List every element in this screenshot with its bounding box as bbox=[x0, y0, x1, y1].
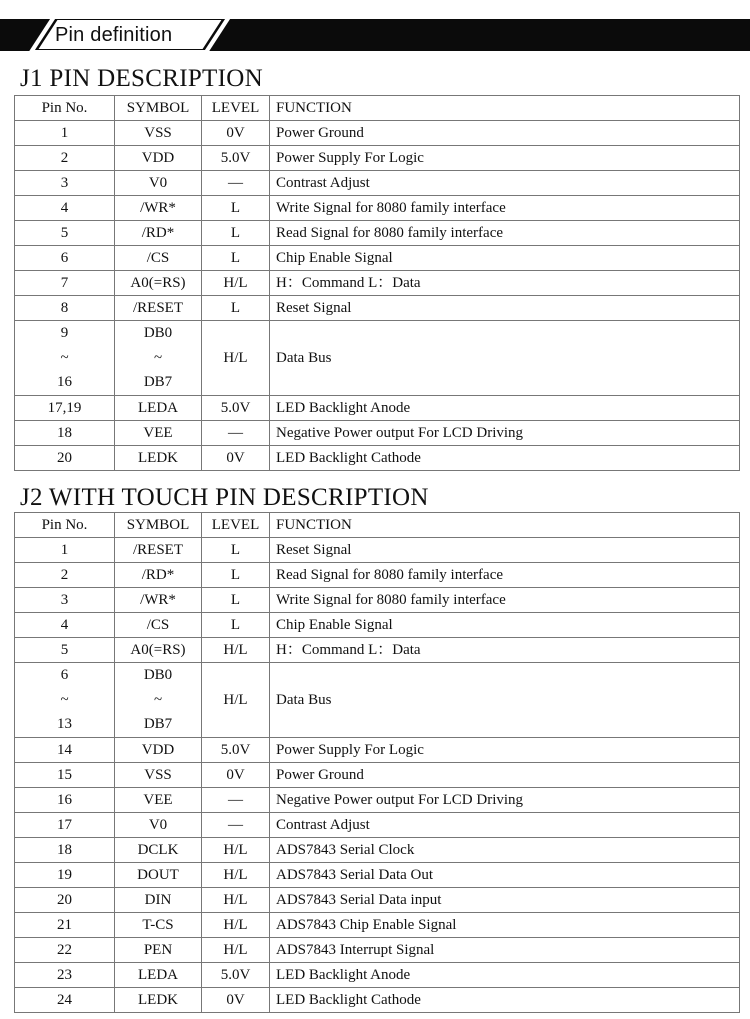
pin-number-cell: 19 bbox=[15, 862, 115, 887]
symbol-range-end: DB7 bbox=[143, 374, 173, 391]
symbol-cell: V0 bbox=[115, 171, 202, 196]
pin-number-cell: 1 bbox=[15, 538, 115, 563]
function-cell: ADS7843 Serial Data input bbox=[270, 887, 740, 912]
table-header-row bbox=[15, 513, 740, 538]
function-cell: Contrast Adjust bbox=[270, 812, 740, 837]
symbol-cell: LEDK bbox=[115, 987, 202, 1012]
symbol-range-separator: ~ bbox=[153, 349, 163, 366]
symbol-cell: VSS bbox=[115, 762, 202, 787]
function-cell: ADS7843 Chip Enable Signal bbox=[270, 912, 740, 937]
column-header: SYMBOL bbox=[115, 96, 202, 121]
symbol-cell: A0(=RS) bbox=[115, 271, 202, 296]
function-cell: LED Backlight Anode bbox=[270, 962, 740, 987]
table-row bbox=[15, 962, 740, 987]
table-row bbox=[15, 812, 740, 837]
level-cell: L bbox=[202, 588, 270, 613]
pin-range-end: 13 bbox=[57, 716, 72, 733]
table-row bbox=[15, 613, 740, 638]
function-cell: Power Ground bbox=[270, 762, 740, 787]
table-row bbox=[15, 271, 740, 296]
level-cell: L bbox=[202, 613, 270, 638]
pin-number-cell: 14 bbox=[15, 737, 115, 762]
level-cell: L bbox=[202, 221, 270, 246]
function-cell: ADS7843 Serial Clock bbox=[270, 837, 740, 862]
column-header: Pin No. bbox=[15, 96, 115, 121]
column-header: FUNCTION bbox=[270, 513, 740, 538]
level-cell: 5.0V bbox=[202, 737, 270, 762]
level-cell: H/L bbox=[202, 862, 270, 887]
level-cell: — bbox=[202, 787, 270, 812]
table-row bbox=[15, 563, 740, 588]
symbol-cell: VDD bbox=[115, 146, 202, 171]
table-row bbox=[15, 146, 740, 171]
pin-number-cell: 16 bbox=[15, 787, 115, 812]
level-cell: 0V bbox=[202, 762, 270, 787]
pin-number-cell: 6 bbox=[15, 246, 115, 271]
symbol-cell: V0 bbox=[115, 812, 202, 837]
function-cell: LED Backlight Cathode bbox=[270, 987, 740, 1012]
symbol-cell: VDD bbox=[115, 737, 202, 762]
column-header: Pin No. bbox=[15, 513, 115, 538]
symbol-cell: /WR* bbox=[115, 588, 202, 613]
table-row bbox=[15, 912, 740, 937]
pin-range-separator: ~ bbox=[60, 691, 69, 708]
function-cell: ADS7843 Interrupt Signal bbox=[270, 937, 740, 962]
table-row bbox=[15, 121, 740, 146]
function-cell: Reset Signal bbox=[270, 296, 740, 321]
level-cell: H/L bbox=[202, 321, 270, 396]
function-cell: Negative Power output For LCD Driving bbox=[270, 787, 740, 812]
symbol-cell: LEDK bbox=[115, 445, 202, 470]
level-cell: — bbox=[202, 812, 270, 837]
pin-number-cell: 4 bbox=[15, 196, 115, 221]
function-cell: ADS7843 Serial Data Out bbox=[270, 862, 740, 887]
table-row bbox=[15, 538, 740, 563]
function-cell: LED Backlight Anode bbox=[270, 395, 740, 420]
symbol-cell: /RD* bbox=[115, 221, 202, 246]
column-header: SYMBOL bbox=[115, 513, 202, 538]
pin-number-cell: 21 bbox=[15, 912, 115, 937]
table-row bbox=[15, 737, 740, 762]
column-header: LEVEL bbox=[202, 513, 270, 538]
symbol-range-start: DB0 bbox=[143, 667, 173, 683]
level-cell: — bbox=[202, 420, 270, 445]
table-row bbox=[15, 196, 740, 221]
symbol-cell: A0(=RS) bbox=[115, 638, 202, 663]
symbol-cell: /RD* bbox=[115, 563, 202, 588]
level-cell: 5.0V bbox=[202, 962, 270, 987]
function-cell: LED Backlight Cathode bbox=[270, 445, 740, 470]
banner-title: Pin definition bbox=[55, 24, 173, 46]
pin-range-cell bbox=[15, 321, 115, 396]
table-row bbox=[15, 937, 740, 962]
table-row bbox=[15, 862, 740, 887]
table-row bbox=[15, 420, 740, 445]
level-cell: L bbox=[202, 296, 270, 321]
table-row bbox=[15, 395, 740, 420]
pin-number-cell: 7 bbox=[15, 271, 115, 296]
function-cell: Read Signal for 8080 family interface bbox=[270, 563, 740, 588]
pin-number-cell: 3 bbox=[15, 588, 115, 613]
level-cell: H/L bbox=[202, 663, 270, 738]
level-cell: 0V bbox=[202, 121, 270, 146]
pin-number-cell: 18 bbox=[15, 837, 115, 862]
function-cell: Write Signal for 8080 family interface bbox=[270, 196, 740, 221]
symbol-cell: DCLK bbox=[115, 837, 202, 862]
pin-number-cell: 17,19 bbox=[15, 395, 115, 420]
table-row bbox=[15, 221, 740, 246]
table-row bbox=[15, 638, 740, 663]
symbol-range-cell bbox=[115, 321, 202, 396]
j2-pin-table bbox=[14, 512, 740, 1013]
pin-number-cell: 24 bbox=[15, 987, 115, 1012]
level-cell: L bbox=[202, 246, 270, 271]
pin-range-end: 16 bbox=[57, 374, 72, 391]
pin-number-cell: 5 bbox=[15, 638, 115, 663]
pin-range-cell bbox=[15, 663, 115, 738]
pin-number-cell: 1 bbox=[15, 121, 115, 146]
level-cell: — bbox=[202, 171, 270, 196]
table-row bbox=[15, 787, 740, 812]
data-bus-row bbox=[15, 663, 740, 738]
function-cell: Data Bus bbox=[270, 321, 740, 396]
pin-number-cell: 4 bbox=[15, 613, 115, 638]
function-cell: Contrast Adjust bbox=[270, 171, 740, 196]
pin-number-cell: 20 bbox=[15, 887, 115, 912]
column-header: LEVEL bbox=[202, 96, 270, 121]
j1-section-title: J1 PIN DESCRIPTION bbox=[20, 65, 263, 92]
table-row bbox=[15, 171, 740, 196]
symbol-range-separator: ~ bbox=[153, 691, 163, 708]
level-cell: L bbox=[202, 196, 270, 221]
symbol-cell: VEE bbox=[115, 420, 202, 445]
pin-number-cell: 17 bbox=[15, 812, 115, 837]
symbol-cell: DOUT bbox=[115, 862, 202, 887]
table-row bbox=[15, 762, 740, 787]
symbol-cell: /CS bbox=[115, 246, 202, 271]
symbol-cell: /RESET bbox=[115, 296, 202, 321]
pin-number-cell: 23 bbox=[15, 962, 115, 987]
symbol-cell: /CS bbox=[115, 613, 202, 638]
j1-pin-table bbox=[14, 95, 740, 471]
pin-range-separator: ~ bbox=[60, 349, 69, 366]
pin-number-cell: 22 bbox=[15, 937, 115, 962]
function-cell: Chip Enable Signal bbox=[270, 246, 740, 271]
table-row bbox=[15, 246, 740, 271]
level-cell: 0V bbox=[202, 987, 270, 1012]
symbol-cell: LEDA bbox=[115, 962, 202, 987]
level-cell: L bbox=[202, 563, 270, 588]
symbol-range-start: DB0 bbox=[143, 325, 173, 341]
pin-number-cell: 3 bbox=[15, 171, 115, 196]
level-cell: 0V bbox=[202, 445, 270, 470]
pin-number-cell: 20 bbox=[15, 445, 115, 470]
function-cell: H：Command L：Data bbox=[270, 271, 740, 296]
level-cell: H/L bbox=[202, 837, 270, 862]
symbol-cell: VSS bbox=[115, 121, 202, 146]
symbol-cell: DIN bbox=[115, 887, 202, 912]
data-bus-row bbox=[15, 321, 740, 396]
symbol-cell: /WR* bbox=[115, 196, 202, 221]
pin-range-start: 9 bbox=[60, 325, 69, 341]
function-cell: Power Ground bbox=[270, 121, 740, 146]
table-row bbox=[15, 837, 740, 862]
level-cell: H/L bbox=[202, 937, 270, 962]
pin-number-cell: 5 bbox=[15, 221, 115, 246]
function-cell: H：Command L：Data bbox=[270, 638, 740, 663]
level-cell: 5.0V bbox=[202, 146, 270, 171]
function-cell: Reset Signal bbox=[270, 538, 740, 563]
function-cell: Write Signal for 8080 family interface bbox=[270, 588, 740, 613]
table-row bbox=[15, 445, 740, 470]
function-cell: Negative Power output For LCD Driving bbox=[270, 420, 740, 445]
pin-number-cell: 8 bbox=[15, 296, 115, 321]
function-cell: Power Supply For Logic bbox=[270, 737, 740, 762]
level-cell: L bbox=[202, 538, 270, 563]
function-cell: Chip Enable Signal bbox=[270, 613, 740, 638]
table-row bbox=[15, 588, 740, 613]
symbol-cell: LEDA bbox=[115, 395, 202, 420]
level-cell: H/L bbox=[202, 271, 270, 296]
table-row bbox=[15, 887, 740, 912]
pin-number-cell: 15 bbox=[15, 762, 115, 787]
level-cell: 5.0V bbox=[202, 395, 270, 420]
pin-number-cell: 2 bbox=[15, 563, 115, 588]
j2-section-title: J2 WITH TOUCH PIN DESCRIPTION bbox=[20, 484, 429, 511]
function-cell: Data Bus bbox=[270, 663, 740, 738]
symbol-cell: /RESET bbox=[115, 538, 202, 563]
function-cell: Read Signal for 8080 family interface bbox=[270, 221, 740, 246]
pin-range-start: 6 bbox=[60, 667, 69, 683]
pin-number-cell: 18 bbox=[15, 420, 115, 445]
level-cell: H/L bbox=[202, 887, 270, 912]
table-row bbox=[15, 296, 740, 321]
table-header-row bbox=[15, 96, 740, 121]
level-cell: H/L bbox=[202, 912, 270, 937]
symbol-range-cell bbox=[115, 663, 202, 738]
symbol-cell: T-CS bbox=[115, 912, 202, 937]
pin-number-cell: 2 bbox=[15, 146, 115, 171]
column-header: FUNCTION bbox=[270, 96, 740, 121]
symbol-cell: VEE bbox=[115, 787, 202, 812]
symbol-range-end: DB7 bbox=[143, 716, 173, 733]
level-cell: H/L bbox=[202, 638, 270, 663]
symbol-cell: PEN bbox=[115, 937, 202, 962]
function-cell: Power Supply For Logic bbox=[270, 146, 740, 171]
table-row bbox=[15, 987, 740, 1012]
